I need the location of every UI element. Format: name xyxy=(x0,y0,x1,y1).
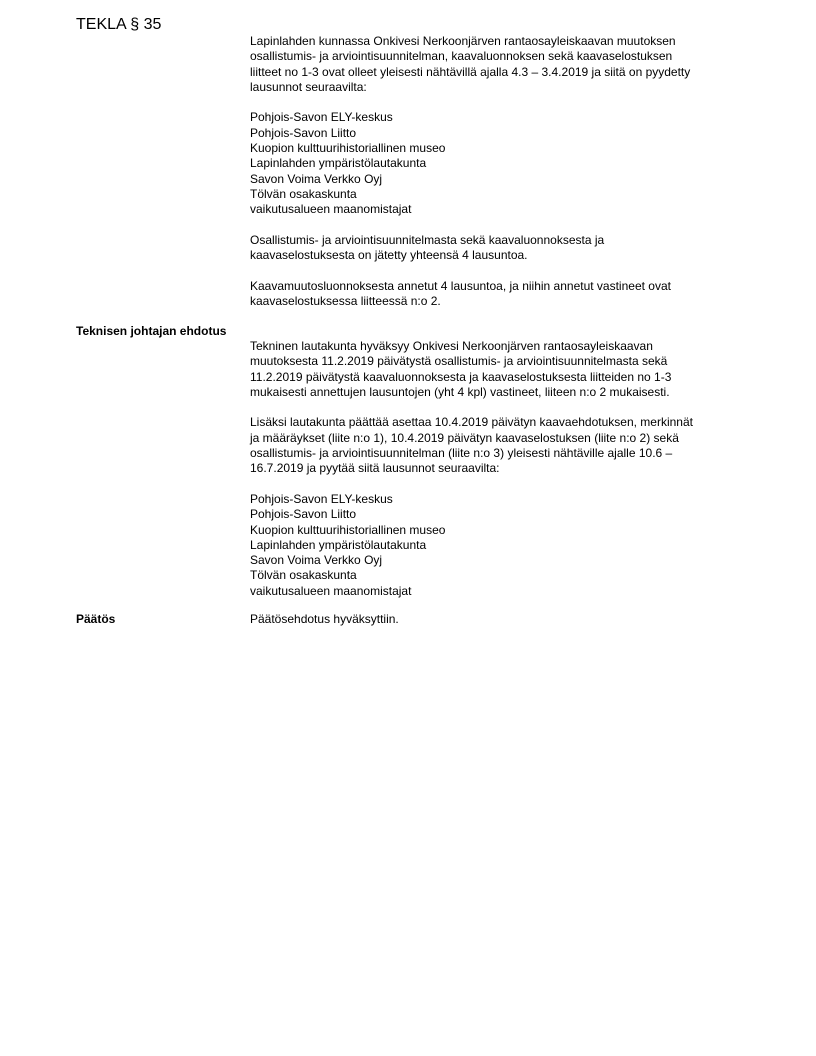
list-item: Pohjois-Savon ELY-keskus xyxy=(250,491,393,506)
proposal-label: Teknisen johtajan ehdotus xyxy=(76,324,227,338)
list-item: Kuopion kulttuurihistoriallinen museo xyxy=(250,522,446,537)
list-item: vaikutusalueen maanomistajat xyxy=(250,202,412,217)
statements-paragraph: Osallistumis- ja arviointisuunnitelmasta sekä kaavaluonnoksesta ja kaavaselostuksesta on jätetty yhteensä 4 lausuntoa. xyxy=(250,232,605,263)
list-item: Tölvän osakaskunta xyxy=(250,568,357,583)
list-item: Pohjois-Savon Liitto xyxy=(250,125,357,140)
list-item: Savon Voima Verkko Oyj xyxy=(250,553,383,568)
list-item: Pohjois-Savon Liitto xyxy=(250,507,357,522)
section-heading: TEKLA § 35 xyxy=(76,16,162,33)
decision-section xyxy=(250,612,750,627)
recipient-list-2 xyxy=(250,492,750,599)
list-item: Lapinlahden ympäristölautakunta xyxy=(250,156,427,171)
intro-paragraph: Lapinlahden kunnassa Onkivesi Nerkoonjärven rantaosayleiskaavan muutoksen osallistumis- ja arviointisuunnitelman, kaavaluonnoksen sekä kaavaselostuksen liitteet no 1-3 ovat olleet yleisesti nähtävillä ajalla 4.3 – 3.4.2019 ja siitä on pyydetty lausunnot seuraavilta: xyxy=(250,34,691,94)
responses-paragraph: Kaavamuutosluonnoksesta annetut 4 lausuntoa, ja niihin annetut vastineet ovat kaavaselostuksessa liitteessä n:o 2. xyxy=(250,278,671,309)
list-item: Kuopion kulttuurihistoriallinen museo xyxy=(250,141,446,156)
proposal-paragraph-2: Lisäksi lautakunta päättää asettaa 10.4.2019 päivätyn kaavaehdotuksen, merkinnät ja määräykset (liite n:o 1), 10.4.2019 päivätyn kaavaselostuksen (liite n:o 2) sekä osallistumis- ja arviointisuunnitelman (liite n:o 3) yleisesti nähtäville ajalle 10.6 – 16.7.2019 ja pyytää siitä lausunnot seuraavilta: xyxy=(250,415,693,476)
decision-label: Päätös xyxy=(76,612,116,626)
decision-text: Päätösehdotus hyväksyttiin. xyxy=(250,612,399,626)
recipient-list-1 xyxy=(250,110,750,217)
list-item: Pohjois-Savon ELY-keskus xyxy=(250,110,393,125)
proposal-paragraph-1: Tekninen lautakunta hyväksyy Onkivesi Nerkoonjärven rantaosayleiskaavan muutoksesta 11.2.2019 päivätystä osallistumis- ja arviointisuunnitelmasta sekä 11.2.2019 päivätystä kaavaluonnoksesta ja kaavaselostuksesta liitteiden no 1-3 mukaisesti annettujen lausuntojen (yht 4 kpl) vastineet, liiteen n:o 2 mukaisesti. xyxy=(250,339,672,399)
background-section xyxy=(250,34,750,309)
list-item: Tölvän osakaskunta xyxy=(250,186,357,201)
list-item: Savon Voima Verkko Oyj xyxy=(250,171,383,186)
list-item: Lapinlahden ympäristölautakunta xyxy=(250,537,427,552)
proposal-section xyxy=(250,339,750,614)
list-item: vaikutusalueen maanomistajat xyxy=(250,583,412,598)
